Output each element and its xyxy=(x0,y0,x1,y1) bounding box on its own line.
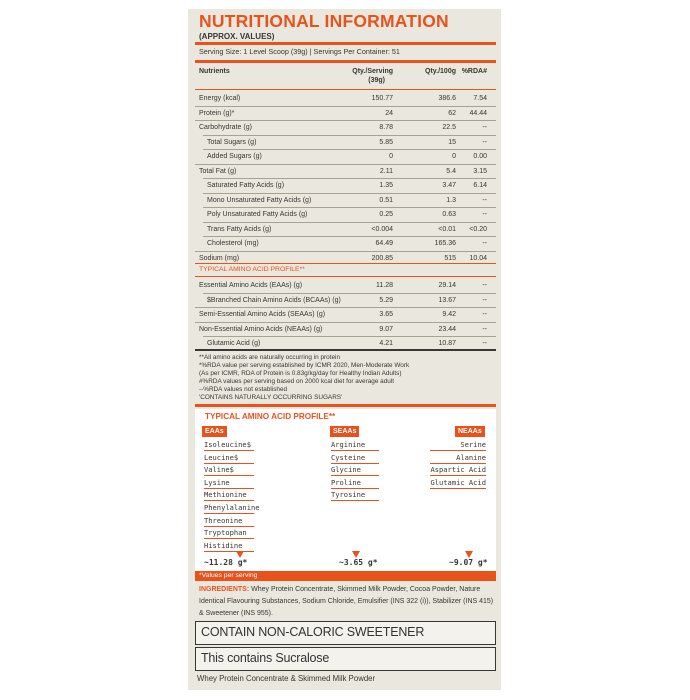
row-divider xyxy=(195,322,496,323)
sweetener-text: CONTAIN NON-CALORIC SWEETENER xyxy=(201,625,425,639)
ingredients xyxy=(199,584,494,620)
amino-profile-title: TYPICAL AMINO ACID PROFILE** xyxy=(205,412,336,421)
amino-acid-item: Lysine xyxy=(204,477,230,487)
amino-acid-underline xyxy=(204,551,254,552)
divider xyxy=(195,349,496,351)
row-per100: 15 xyxy=(448,138,456,146)
row-per100: 22.5 xyxy=(442,124,456,131)
row-serving: 0.51 xyxy=(379,196,393,204)
sucralose-box xyxy=(195,647,496,671)
amino-acid-underline xyxy=(331,463,379,464)
row-rda: 10.04 xyxy=(469,254,487,262)
amino-acid-underline xyxy=(331,450,379,451)
footer-text: Whey Protein Concentrate & Skimmed Milk Powder xyxy=(197,674,376,683)
row-name: Glutamic Acid (g) xyxy=(207,340,261,347)
row-rda: 7.54 xyxy=(473,95,487,102)
row-divider xyxy=(203,149,496,150)
row-per100: 165.36 xyxy=(434,240,456,247)
amino-acid-item: Threonine xyxy=(204,515,243,525)
amino-acid-item: Isoleucine$ xyxy=(204,440,251,449)
serving-info: Serving Size: 1 Level Scoop (39g) | Servings Per Container: 51 xyxy=(199,47,400,56)
header-qty-serving-2: (39g) xyxy=(368,77,385,84)
row-divider xyxy=(195,120,496,121)
row-serving: 0 xyxy=(389,153,393,160)
row-name: Non-Essential Amino Acids (NEAAs) (g) xyxy=(199,325,323,333)
ingredients-text: Whey Protein Concentrate, Skimmed Milk Powder, Cocoa Powder, Nature Identical Flavouring Substances, Sodium Chloride, Emulsifier (INS 322 (i)), Stabilizer (INS 415) & Sweetener (INS 955). xyxy=(199,586,494,617)
row-per100: 23.44 xyxy=(438,325,456,333)
footnote: 'CONTAINS NATURALLY OCCURRING SUGARS' xyxy=(199,394,343,401)
row-per100: 9.42 xyxy=(442,311,456,318)
row-divider xyxy=(203,222,496,223)
row-serving: 3.65 xyxy=(379,311,393,318)
amino-acid-underline xyxy=(331,500,379,501)
row-rda: -- xyxy=(482,211,487,218)
row-name: Sodium (mg) xyxy=(199,254,240,262)
eaas-tag: EAAs xyxy=(202,426,227,437)
row-name: Trans Fatty Acids (g) xyxy=(207,225,272,233)
row-rda: -- xyxy=(482,282,487,289)
amino-acid-underline xyxy=(331,475,379,476)
seaas-arrow xyxy=(352,551,360,558)
row-rda: 3.15 xyxy=(473,167,487,175)
row-divider xyxy=(203,135,496,136)
amino-acid-underline xyxy=(204,463,254,464)
row-name: Added Sugars (g) xyxy=(207,153,262,160)
amino-acid-item: Leucine$ xyxy=(204,452,239,462)
row-name: Total Sugars (g) xyxy=(207,138,257,146)
row-rda: -- xyxy=(482,124,487,131)
row-per100: 13.67 xyxy=(438,296,456,304)
row-divider xyxy=(203,236,496,237)
row-divider xyxy=(195,164,496,165)
row-serving: 8.78 xyxy=(379,124,393,131)
panel-title: NUTRITIONAL INFORMATION xyxy=(199,11,449,31)
row-divider xyxy=(203,293,496,294)
neaas-tag: NEAAs xyxy=(455,426,485,437)
amino-acid-underline xyxy=(204,513,254,514)
footnote: (As per ICMR, RDA of Protein is 0.83g/kg/day for Healthy Indian Adults) xyxy=(199,370,402,377)
amino-acid-item: Tyrosine xyxy=(331,490,366,500)
seaas-total: ~3.65 g* xyxy=(339,558,378,567)
row-rda: 6.14 xyxy=(473,182,487,189)
amino-acid-underline xyxy=(204,475,254,476)
amino-acid-underline xyxy=(430,450,486,451)
eaas-arrow xyxy=(236,551,244,558)
amino-acid-item: Glutamic Acid xyxy=(430,477,486,487)
row-name: Protein (g)* xyxy=(199,109,235,117)
row-name: Carbohydrate (g) xyxy=(199,124,252,131)
row-rda: -- xyxy=(482,240,487,247)
row-serving: 1.35 xyxy=(379,182,393,189)
eaas-total: ~11.28 g* xyxy=(204,558,248,567)
sweetener-box xyxy=(195,621,496,645)
row-per100: 0.63 xyxy=(442,211,456,218)
row-per100: <0.01 xyxy=(438,225,456,233)
row-serving: 11.28 xyxy=(376,282,393,289)
row-rda: -- xyxy=(482,311,487,318)
row-divider xyxy=(195,251,496,252)
footnote: --%RDA values not established xyxy=(199,386,288,393)
row-serving: 4.21 xyxy=(379,340,393,347)
amino-acid-underline xyxy=(430,475,486,476)
row-serving: 64.49 xyxy=(375,240,393,247)
row-rda: <0.20 xyxy=(469,225,487,233)
row-divider xyxy=(203,193,496,194)
amino-acid-item: Proline xyxy=(331,477,361,487)
row-serving: <0.004 xyxy=(371,225,393,233)
amino-acid-item: Histidine xyxy=(204,540,243,550)
amino-acid-item: Valine$ xyxy=(204,465,234,475)
row-rda: -- xyxy=(482,325,487,333)
row-serving: 150.77 xyxy=(371,95,393,102)
row-per100: 5.4 xyxy=(446,167,456,175)
row-divider xyxy=(203,207,496,208)
row-serving: 200.85 xyxy=(371,254,393,262)
sucralose-text: This contains Sucralose xyxy=(201,651,330,665)
row-name: Semi-Essential Amino Acids (SEAAs) (g) xyxy=(199,311,326,318)
amino-acid-item: Methionine xyxy=(204,490,247,500)
amino-acid-underline xyxy=(430,463,486,464)
row-rda: -- xyxy=(482,196,487,204)
row-rda: 0.00 xyxy=(473,153,487,160)
amino-acid-item: Cysteine xyxy=(331,452,366,462)
row-per100: 515 xyxy=(444,254,456,262)
row-rda: -- xyxy=(482,138,487,146)
row-per100: 29.14 xyxy=(438,282,456,289)
row-name: Poly Unsaturated Fatty Acids (g) xyxy=(207,211,308,218)
row-divider xyxy=(203,336,496,337)
footnote: *%RDA value per serving established by ICMR 2020, Men-Moderate Work xyxy=(199,362,410,369)
row-serving: 0.25 xyxy=(379,211,393,218)
row-per100: 0 xyxy=(452,153,456,160)
amino-acid-underline xyxy=(204,526,254,527)
amino-section-title: TYPICAL AMINO ACID PROFILE** xyxy=(199,266,305,273)
row-per100: 62 xyxy=(448,109,456,117)
row-name: Essential Amino Acids (EAAs) (g) xyxy=(199,282,303,289)
amino-acid-item: Alanine xyxy=(456,452,486,462)
row-serving: 2.11 xyxy=(379,167,393,175)
amino-acid-item: Serine xyxy=(460,440,486,449)
divider xyxy=(195,276,496,277)
row-serving: 5.85 xyxy=(379,138,393,146)
amino-acid-item: Arginine xyxy=(331,440,366,449)
row-rda: 44.44 xyxy=(469,109,487,117)
amino-acid-item: Tryptophan xyxy=(204,528,247,538)
row-name: Cholesterol (mg) xyxy=(207,240,259,247)
row-divider xyxy=(195,307,496,308)
row-per100: 386.6 xyxy=(438,95,456,102)
divider xyxy=(195,404,496,407)
amino-acid-item: Aspartic Acid xyxy=(430,465,486,475)
divider xyxy=(195,263,496,264)
row-name: Mono Unsaturated Fatty Acids (g) xyxy=(207,196,312,204)
neaas-arrow xyxy=(465,551,473,558)
approx-values: (APPROX. VALUES) xyxy=(199,32,275,41)
divider xyxy=(195,60,496,63)
row-per100: 10.87 xyxy=(438,340,456,347)
row-name: Energy (kcal) xyxy=(199,95,241,102)
amino-acid-item: Glycine xyxy=(331,465,361,475)
row-name: $Branched Chain Amino Acids (BCAAs) (g) xyxy=(207,296,341,304)
values-per-serving-note: *Values per serving xyxy=(199,572,258,579)
footnote: #%RDA values per serving based on 2000 kcal diet for average adult xyxy=(199,378,395,385)
row-serving: 9.07 xyxy=(379,325,393,333)
header-qty-serving: Qty./Serving xyxy=(352,68,393,75)
row-per100: 1.3 xyxy=(446,196,456,204)
amino-acid-underline xyxy=(204,488,254,489)
row-rda: -- xyxy=(482,340,487,347)
row-divider xyxy=(203,178,496,179)
amino-acid-item: Phenylalanine xyxy=(204,503,260,512)
row-name: Total Fat (g) xyxy=(199,167,237,175)
amino-acid-underline xyxy=(430,488,486,489)
header-nutrients: Nutrients xyxy=(199,68,230,75)
amino-acid-underline xyxy=(331,488,379,489)
amino-acid-underline xyxy=(204,500,254,501)
header-qty-100g: Qty./100g xyxy=(425,68,456,75)
row-serving: 5.29 xyxy=(379,296,393,304)
row-serving: 24 xyxy=(385,109,393,117)
amino-acid-underline xyxy=(204,450,254,451)
neaas-total: ~9.07 g* xyxy=(449,558,488,567)
amino-acid-underline xyxy=(204,538,254,539)
seaas-tag: SEAAs xyxy=(330,426,359,437)
header-rda: %RDA# xyxy=(461,68,487,75)
ingredients-label: INGREDIENTS: xyxy=(199,586,250,593)
footnote: **All amino acids are naturally occurring in protein xyxy=(199,354,341,361)
row-divider xyxy=(195,106,496,107)
row-per100: 3.47 xyxy=(442,182,456,189)
row-name: Saturated Fatty Acids (g) xyxy=(207,182,285,189)
divider xyxy=(195,89,496,90)
divider xyxy=(195,42,496,45)
row-rda: -- xyxy=(482,296,487,304)
